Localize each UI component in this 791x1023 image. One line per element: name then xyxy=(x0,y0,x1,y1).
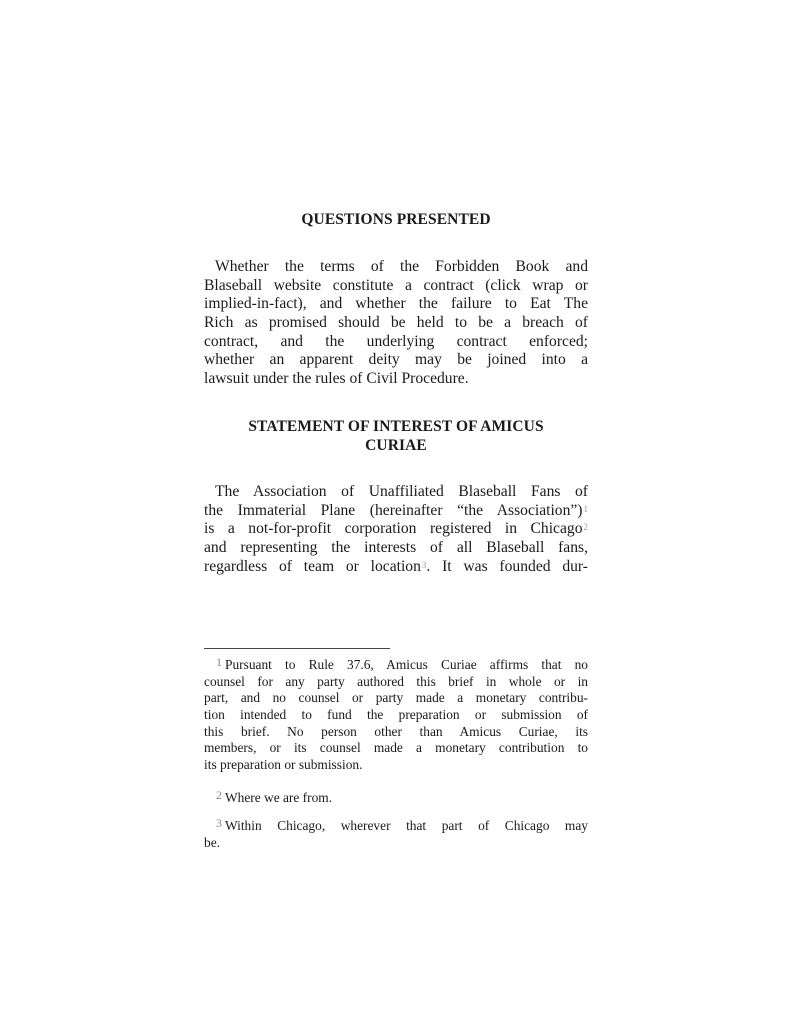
text-line: Whether the terms of the Forbidden Book and xyxy=(215,258,588,275)
text-span: Where we are from. xyxy=(225,790,333,805)
text-span: is a not-for-profit corporation registered in Chicago xyxy=(204,520,583,538)
footnote-1 xyxy=(204,657,588,774)
text-line: members, or its counsel made a monetary contribution to xyxy=(204,740,588,756)
footnote-2 xyxy=(204,790,588,807)
text-line xyxy=(204,657,588,674)
text-line: its preparation or submission. xyxy=(204,757,363,773)
text-line: whether an apparent deity may be joined into a xyxy=(204,351,588,369)
footnote-separator-rule xyxy=(204,648,390,649)
text-line: The Association of Unaffiliated Blaseball Fans of xyxy=(215,483,588,500)
footnote-reference-2[interactable]: 2 xyxy=(583,522,588,533)
text-span: . It was founded dur- xyxy=(426,557,588,575)
statement-of-interest-heading xyxy=(204,417,588,455)
text-span: Pursuant to Rule 37.6, Amicus Curiae affirms that no xyxy=(225,657,588,672)
footnote-3 xyxy=(204,818,588,851)
text-line xyxy=(204,818,588,835)
heading-line: STATEMENT OF INTEREST OF AMICUS xyxy=(248,418,544,435)
text-line: tion intended to fund the preparation or submission of xyxy=(204,707,588,723)
text-line xyxy=(204,558,588,577)
text-line: lawsuit under the rules of Civil Procedure. xyxy=(204,370,469,388)
heading-line: CURIAE xyxy=(365,437,427,454)
footnote-number: 3 xyxy=(216,816,222,830)
text-line: counsel for any party authored this brief in whole or in xyxy=(204,673,588,689)
text-span: Within Chicago, wherever that part of Chicago may xyxy=(225,818,588,833)
text-line: part, and no counsel or party made a monetary contribu- xyxy=(204,690,588,706)
footnote-number: 2 xyxy=(216,788,222,802)
text-line: implied-in-fact), and whether the failure to Eat The xyxy=(204,295,588,313)
text-line: and representing the interests of all Blaseball fans, xyxy=(204,539,588,557)
questions-presented-heading: QUESTIONS PRESENTED xyxy=(301,211,491,228)
statement-of-interest-paragraph xyxy=(204,483,588,576)
text-line: Rich as promised should be held to be a breach of xyxy=(204,314,588,332)
text-span: regardless of team or location xyxy=(204,557,421,575)
footnote-number: 1 xyxy=(216,655,222,669)
text-span: the Immaterial Plane (hereinafter “the Association”) xyxy=(204,501,583,519)
footnote-reference-1[interactable]: 1 xyxy=(583,503,588,514)
text-line: Blaseball website constitute a contract (click wrap or xyxy=(204,276,588,294)
text-line xyxy=(204,502,588,521)
text-line: be. xyxy=(204,834,220,850)
text-line: this brief. No person other than Amicus Curiae, its xyxy=(204,723,588,739)
text-line: contract, and the underlying contract enforced; xyxy=(204,332,588,350)
text-line xyxy=(204,520,588,539)
questions-presented-paragraph xyxy=(204,258,588,389)
footnote-reference-3[interactable]: 3 xyxy=(421,559,427,570)
text-line xyxy=(204,790,588,807)
